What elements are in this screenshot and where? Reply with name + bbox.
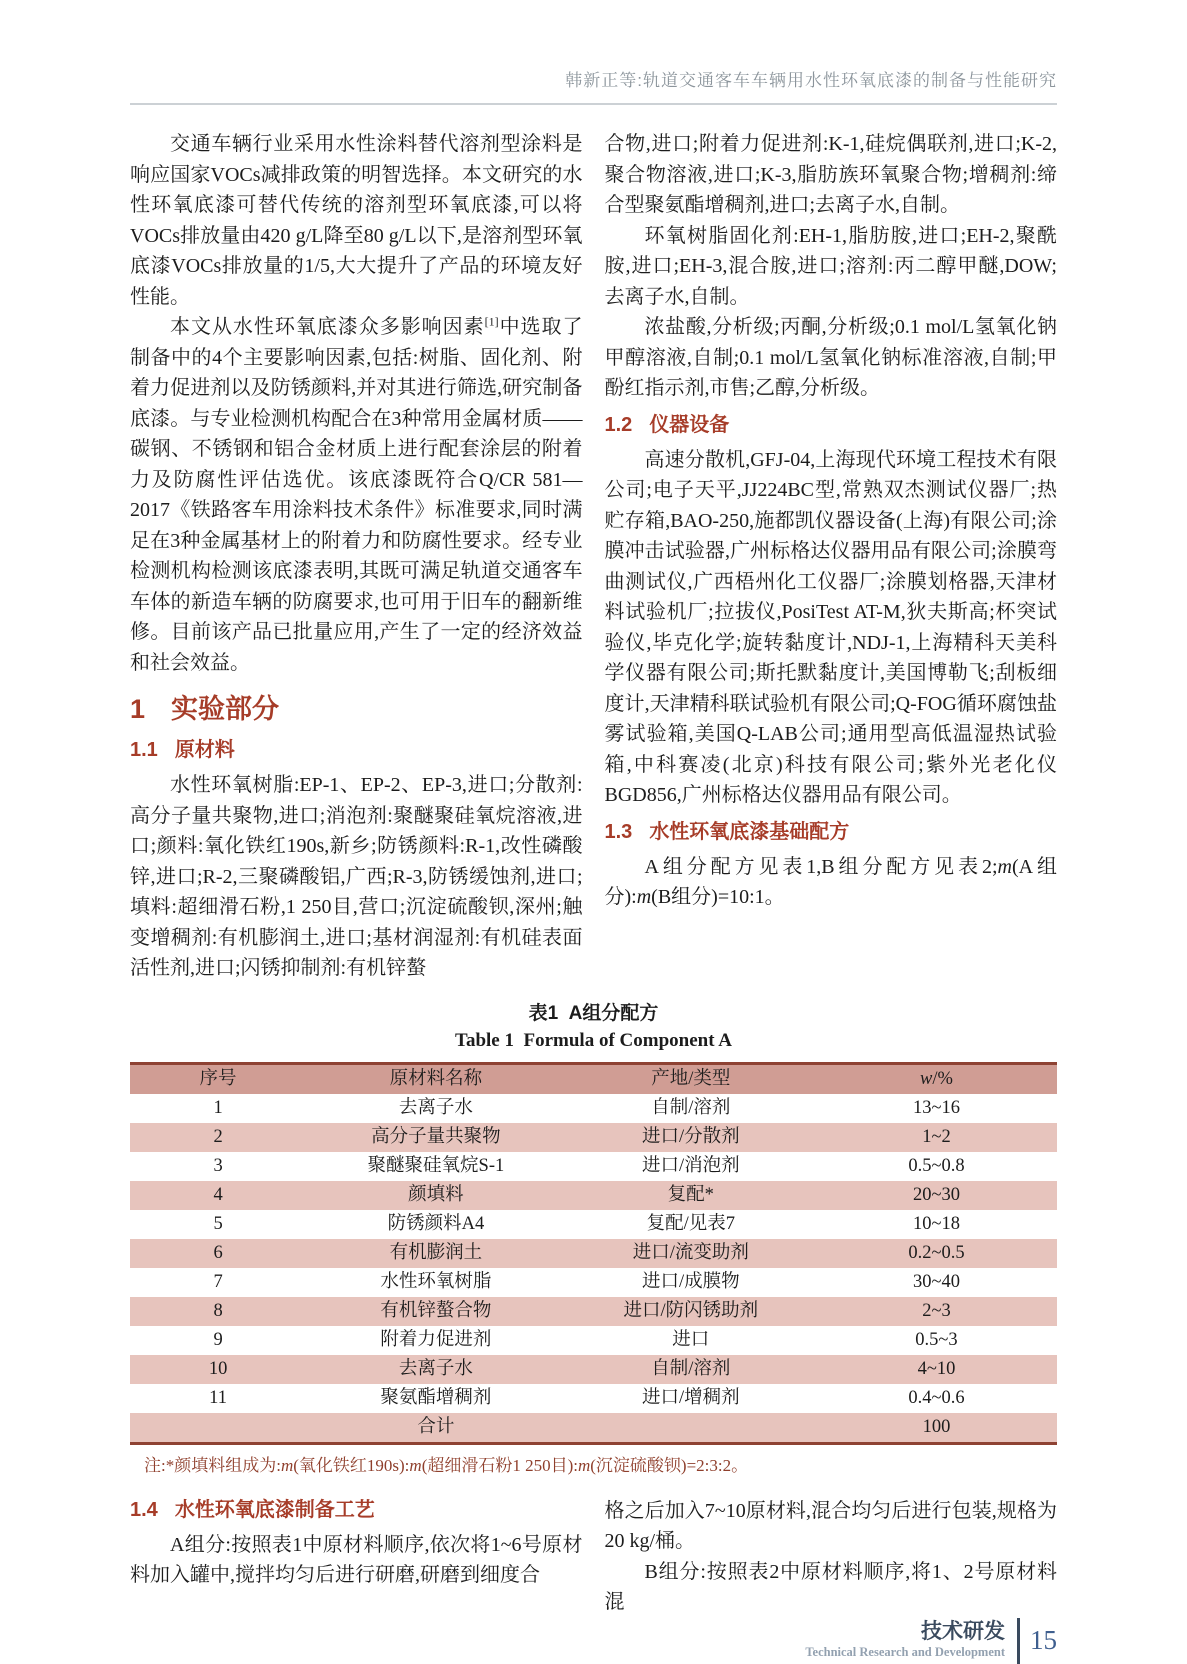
- table-row: 7 水性环氧树脂 进口/成膜物 30~40: [213, 1271, 960, 1292]
- table1-formula-component-a: [130, 1062, 1057, 1445]
- page-number: 15: [1030, 1625, 1057, 1655]
- table-row: 4 颜填料 复配* 20~30: [130, 1181, 1057, 1210]
- table-row: 8 有机锌螯合物 进口/防闪锈助剂 2~3: [130, 1297, 1057, 1326]
- running-head: 韩新正等:轨道交通客车车辆用水性环氧底漆的制备与性能研究: [565, 71, 1057, 90]
- paragraph-raw-materials: 水性环氧树脂:EP-1、EP-2、EP-3,进口;分散剂:高分子量共聚物,进口;消泡剂:聚醚聚硅氧烷溶液,进口;颜料:氧化铁红190s,新乡;防锈颜料:R-1,改性磷酸锌,进口;R-2,三聚磷酸铝,广西;R-3,防锈缓蚀剂,进口;填料:超细滑石粉,1 250目,营口;沉淀硫酸钡,深州;触变增稠剂:有机膨润土,进口;基材润湿剂:有机硅表面活性剂,进口;闪锈抑制剂:有机锌螯: [130, 774, 583, 979]
- paragraph-process-b: B组分:按照表2中原材料顺序,将1、2号原材料混: [604, 1560, 1057, 1613]
- table-row: 3 聚醚聚硅氧烷S-1 进口/消泡剂 0.5~0.8: [213, 1155, 965, 1176]
- bottom-left-column: [130, 1496, 583, 1618]
- paragraph-process-a-cont: 格之后加入7~10原材料,混合均匀后进行包装,规格为20 kg/桶。: [604, 1499, 1057, 1552]
- top-two-column-region: [130, 129, 1057, 984]
- footnote-text: (氧化铁红190s):: [293, 1455, 410, 1475]
- footer-label-en: Technical Research and Development: [805, 1645, 1005, 1659]
- section-number: 1: [130, 694, 146, 724]
- col-header-weight-percent: [816, 1063, 1057, 1094]
- table1-footnote: [130, 1454, 1057, 1478]
- footer-divider-bar: [1017, 1618, 1020, 1664]
- right-column: [605, 129, 1058, 984]
- footnote-text: (超细滑石粉1 250目):: [421, 1455, 578, 1475]
- table1-block: [130, 1000, 1057, 1478]
- section-heading-1: [130, 692, 583, 726]
- table-row: 5 防锈颜料A4 复配/见表7 10~18: [213, 1213, 960, 1234]
- table-total-row: [130, 1413, 1057, 1444]
- paragraph-formula-ratio: [605, 852, 1058, 913]
- subsection-heading-1-1: [130, 736, 583, 764]
- section-title: 实验部分: [171, 694, 280, 724]
- subsection-title: 原材料: [174, 739, 235, 761]
- col-header-origin-type: 产地/类型: [651, 1068, 731, 1089]
- table-header-row: [130, 1063, 1057, 1094]
- subsection-heading-1-4: [130, 1496, 583, 1524]
- subsection-heading-1-3: [605, 818, 1058, 846]
- col-header-material: 原材料名称: [389, 1068, 483, 1089]
- footnote-text: (沉淀硫酸钡)=2:3:2。: [590, 1455, 749, 1475]
- variable-m: m: [636, 886, 652, 908]
- bottom-right-column: [605, 1496, 1058, 1618]
- subsection-number: 1.2: [604, 413, 633, 436]
- table-row: 6 有机膨润土 进口/流变助剂 0.2~0.5: [130, 1239, 1057, 1268]
- variable-m: m: [997, 855, 1012, 878]
- subsection-number: 1.3: [604, 820, 633, 843]
- table-row: 9 附着力促进剂 进口 0.5~3: [213, 1329, 958, 1350]
- citation-ref: [1]: [484, 314, 499, 329]
- table1-caption-zh: 表1 A组分配方: [528, 1002, 659, 1024]
- subsection-title: 水性环氧底漆基础配方: [649, 820, 850, 843]
- table-body: [130, 1094, 1057, 1413]
- left-column: [130, 129, 583, 984]
- variable-m: m: [577, 1455, 591, 1475]
- paragraph-overview: [130, 312, 583, 678]
- paragraph-intro: 交通车辆行业采用水性涂料替代溶剂型涂料是响应国家VOCs减排政策的明智选择。本文研究的水性环氧底漆可替代传统的溶剂型环氧底漆,可以将VOCs排放量由420 g/L降至80 g/L以下,是溶剂型环氧底漆VOCs排放量的1/5,大大提升了产品的环境友好性能。: [130, 133, 583, 308]
- total-value: 100: [922, 1416, 951, 1437]
- paragraph-overview-post: 中选取了制备中的4个主要影响因素,包括:树脂、固化剂、附着力促进剂以及防锈颜料,并对其进行筛选,研究制备底漆。与专业检测机构配合在3种常用金属材质——碳钢、不锈钢和铝合金材质上进行配套涂层的附着力及防腐性评估选优。该底漆既符合Q/CR 581—2017《铁路客车用涂料技术条件》标准要求,同时满足在3种金属基材上的附着力和防腐性要求。经专业检测机构检测该底漆表明,其既可满足轨道交通客车车体的新造车辆的防腐要求,也可用于旧车的翻新维修。目前该产品已批量应用,产生了一定的经济效益和社会效益。: [130, 316, 583, 674]
- table-row: 11 聚氨酯增稠剂 进口/增稠剂 0.4~0.6: [209, 1387, 965, 1408]
- formula-ratio-text: (B组分)=10:1。: [651, 886, 785, 908]
- total-label: 合计: [417, 1416, 455, 1437]
- col-header-index: 序号: [199, 1068, 237, 1089]
- paragraph-instruments: 高速分散机,GFJ-04,上海现代环境工程技术有限公司;电子天平,JJ224BC型,常熟双杰测试仪器厂;热贮存箱,BAO-250,施都凯仪器设备(上海)有限公司;涂膜冲击试验器,广州标格达仪器用品有限公司;涂膜弯曲测试仪,广西梧州化工仪器厂;涂膜划格器,天津材料试验机厂;拉拔仪,PosiTest AT-M,狄夫斯高;杯突试验仪,毕克化学;旋转黏度计,NDJ-1,上海精科天美科学仪器有限公司;斯托默黏度计,美国博勒飞;刮板细度计,天津精科联试验机有限公司;Q-FOG循环腐蚀盐雾试验箱,美国Q-LAB公司;通用型高低温湿热试验箱,中科赛凌(北京)科技有限公司;紫外光老化仪BGD856,广州标格达仪器用品有限公司。: [604, 448, 1057, 806]
- footer-section-label: [805, 1620, 1005, 1661]
- paragraph-curing-agents: 环氧树脂固化剂:EH-1,脂肪胺,进口;EH-2,聚酰胺,进口;EH-3,混合胺,进口;溶剂:丙二醇甲醚,DOW;去离子水,自制。: [604, 224, 1057, 308]
- subsection-title: 仪器设备: [649, 413, 730, 436]
- subsection-number: 1.1: [130, 739, 158, 761]
- variable-m: m: [280, 1455, 294, 1475]
- paragraph-raw-materials-cont: 合物,进口;附着力促进剂:K-1,硅烷偶联剂,进口;K-2,聚合物溶液,进口;K-3,脂肪族环氧聚合物;增稠剂:缔合型聚氨酯增稠剂,进口;去离子水,自制。: [604, 133, 1057, 216]
- subsection-title: 水性环氧底漆制备工艺: [174, 1498, 375, 1521]
- table-row: 2 高分子量共聚物 进口/分散剂 1~2: [130, 1123, 1057, 1152]
- table1-caption-en: Table 1 Formula of Component A: [455, 1029, 732, 1051]
- formula-ratio-text: A组分配方见表1,B组分配方见表2;: [644, 855, 998, 878]
- col-header-w-italic: w: [920, 1068, 933, 1089]
- formula-ratio-text: (A组分):: [604, 855, 1057, 908]
- paragraph-reagents: 浓盐酸,分析级;丙酮,分析级;0.1 mol/L氢氧化钠甲醇溶液,自制;0.1 mol/L氢氧化钠标准溶液,自制;甲酚红指示剂,市售;乙醇,分析级。: [604, 316, 1057, 399]
- page-footer: [805, 1618, 1057, 1664]
- bottom-two-column-region: [130, 1496, 1057, 1618]
- header-rule: [130, 103, 1057, 105]
- subsection-heading-1-2: [605, 411, 1058, 439]
- paragraph-overview-pre: 本文从水性环氧底漆众多影响因素: [170, 316, 485, 338]
- table-row: 1 去离子水 自制/溶剂 13~16: [213, 1097, 960, 1118]
- subsection-number: 1.4: [130, 1498, 158, 1521]
- paragraph-process-a: A组分:按照表1中原材料顺序,依次将1~6号原材料加入罐中,搅拌均匀后进行研磨,研磨到细度合: [130, 1533, 583, 1586]
- table-row: 10 去离子水 自制/溶剂 4~10: [130, 1355, 1057, 1384]
- footnote-text: 注:*颜填料组成为:: [144, 1455, 281, 1475]
- footer-label-zh: 技术研发: [921, 1620, 1005, 1643]
- col-header-w-rest: /%: [932, 1068, 953, 1089]
- variable-m: m: [409, 1455, 422, 1475]
